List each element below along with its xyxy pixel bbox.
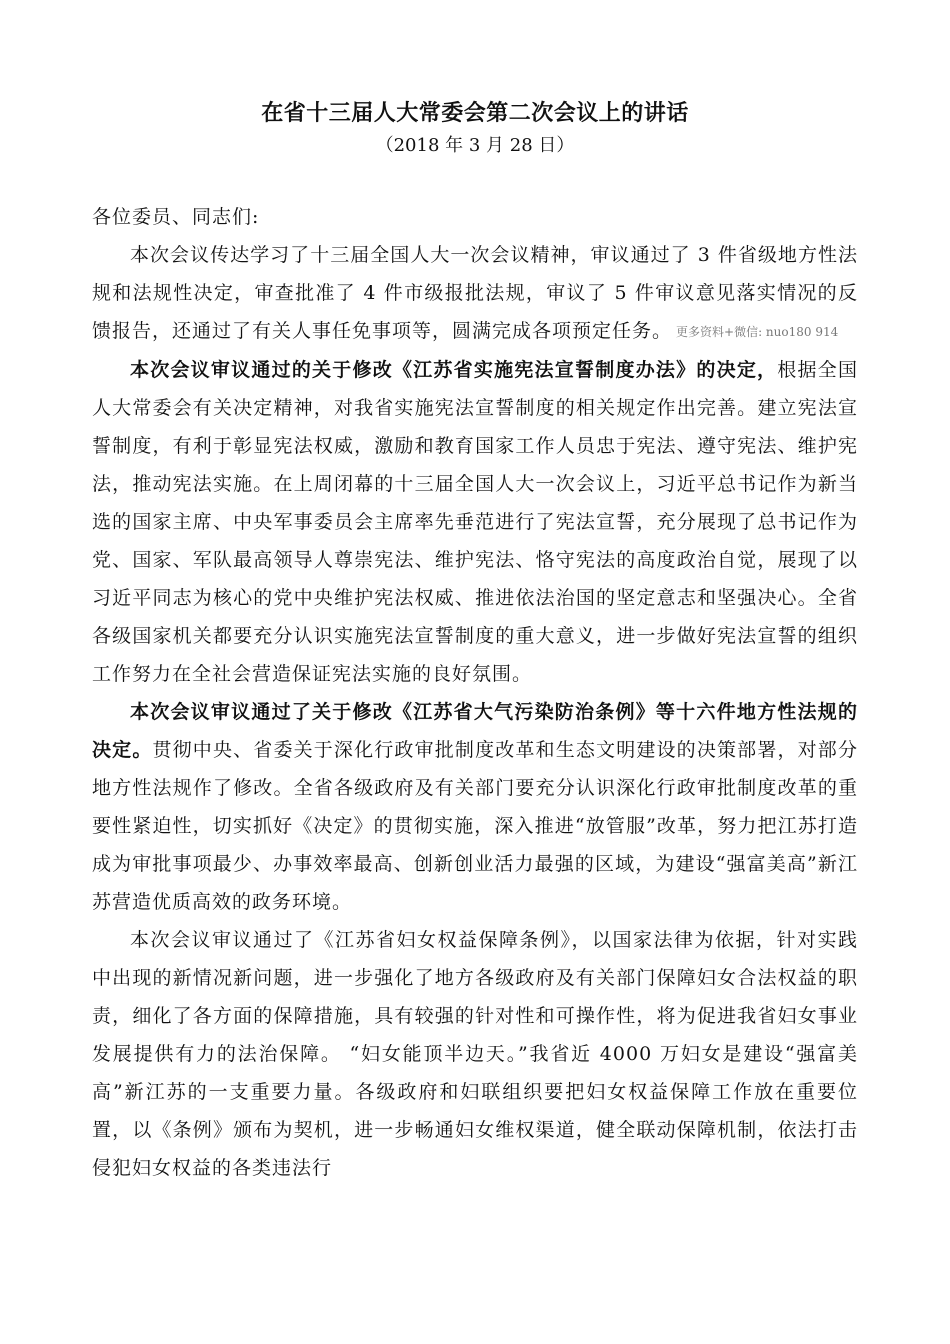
paragraph-bold-lead: 本次会议审议通过了关于修改《江苏省大气污染防治条例》等十六件地方性法规的决定。: [92, 701, 858, 761]
paragraph-3: [92, 693, 858, 921]
watermark-note: 更多资料+微信: nuo180 914: [676, 325, 839, 339]
page-title: 在省十三届人大常委会第二次会议上的讲话: [261, 100, 689, 126]
paragraph-text: 根据全国人大常委会有关决定精神，对我省实施宪法宣誓制度的相关规定作出完善。建立宪法宣誓制度，有利于彰显宪法权威，激励和教育国家工作人员忠于宪法、遵守宪法、维护宪法，推动宪法实施。在上周闭幕的十三届全国人大一次会议上，习近平总书记作为新当选的国家主席、中央军事委员会主席率先垂范进行了宪法宣誓，充分展现了总书记作为党、国家、军队最高领导人尊崇宪法、维护宪法、恪守宪法的高度政治自觉，展现了以习近平同志为核心的党中央维护宪法权威、推进依法治国的坚定意志和坚强决心。全省各级国家机关都要充分认识实施宪法宣誓制度的重大意义，进一步做好宪法宣誓的组织工作努力在全社会营造保证宪法实施的良好氛围。: [92, 359, 858, 685]
document-body: [92, 198, 858, 1187]
paragraph-bold-lead: 本次会议审议通过的关于修改《江苏省实施宪法宣誓制度办法》的决定，: [130, 359, 778, 381]
paragraph-1: [92, 236, 858, 351]
paragraph-text: 本次会议审议通过了《江苏省妇女权益保障条例》，以国家法律为依据，针对实践中出现的新情况新问题，进一步强化了地方各级政府及有关部门保障妇女合法权益的职责，细化了各方面的保障措施，具有较强的针对性和可操作性，将为促进我省妇女事业发展提供有力的法治保障。 “妇女能顶半边天。”我省近 4000 万妇女是建设“强富美高”新江苏的一支重要力量。各级政府和妇联组织要把妇女权益保障工作放在重要位置，以《条例》颁布为契机，进一步畅通妇女维权渠道，健全联动保障机制，依法打击侵犯妇女权益的各类违法行: [92, 929, 858, 1179]
paragraph-4: [92, 921, 858, 1187]
paragraph-2: [92, 351, 858, 693]
salutation: 各位委员、同志们:: [92, 206, 260, 228]
paragraph-text: 本次会议传达学习了十三届全国人大一次会议精神，审议通过了 3 件省级地方性法规和法规性决定，审查批准了 4 件市级报批法规，审议了 5 件审议意见落实情况的反馈报告，还通过了有关人事任免事项等，圆满完成各项预定任务。: [92, 244, 858, 342]
paragraph-text: 贯彻中央、省委关于深化行政审批制度改革和生态文明建设的决策部署，对部分地方性法规作了修改。全省各级政府及有关部门要充分认识深化行政审批制度改革的重要性紧迫性，切实抓好《决定》的贯彻实施，深入推进“放管服”改革，努力把江苏打造成为审批事项最少、办事效率最高、创新创业活力最强的区域，为建设“强富美高”新江苏营造优质高效的政务环境。: [92, 739, 858, 913]
speech-date: （2018 年 3 月 28 日）: [375, 135, 575, 156]
